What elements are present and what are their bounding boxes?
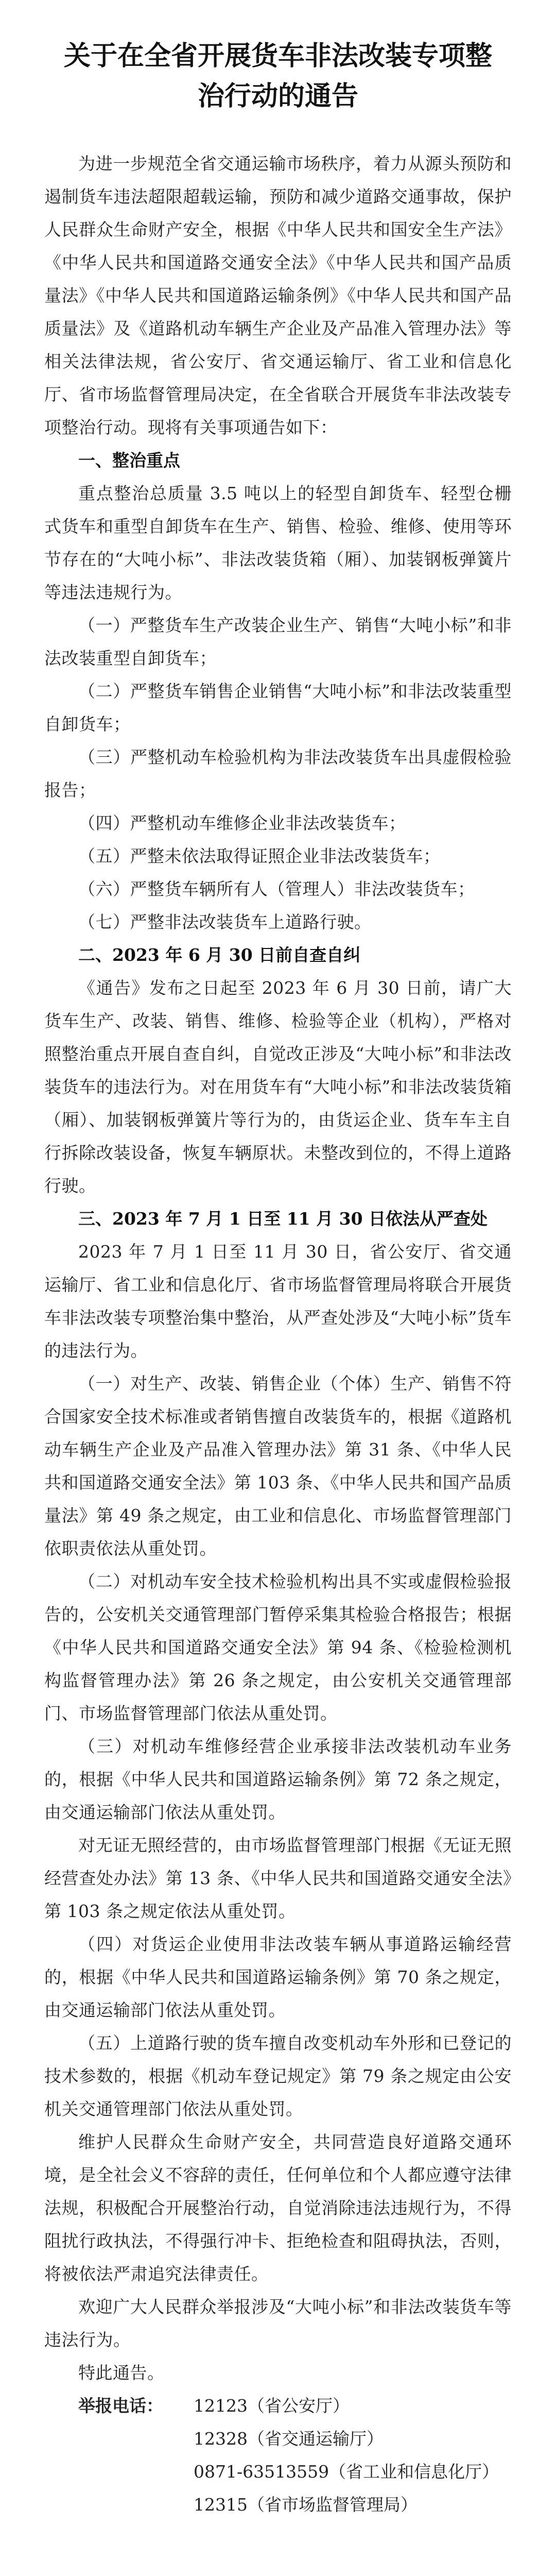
hotline-item: 12328（省交通运输厅） [194, 2429, 384, 2449]
hotline-item: 0871-63513559（省工业和信息化厅） [194, 2462, 499, 2482]
section-3-item-3b: 对无证无照经营的，由市场监督管理部门根据《无证无照经营查处办法》第 13 条、《中华人民共和国道路交通安全法》第 103 条之规定依法从重处罚。 [44, 1835, 512, 1921]
section-1-body: 重点整治总质量 3.5 吨以上的轻型自卸货车、轻型仓栅式货车和重型自卸货车在生产、销售、检验、维修、使用等环节存在的“大吨小标”、非法改装货箱（厢）、加装钢板弹簧片等违法违规行为。 [44, 483, 512, 602]
closing-paragraph-2: 欢迎广大人民群众举报涉及“大吨小标”和非法改装货车等违法行为。 [44, 2297, 512, 2350]
section-3-heading: 三、2023 年 7 月 1 日至 11 月 30 日依法从严查处 [78, 1209, 488, 1229]
hotline-row-2 [44, 2422, 512, 2455]
closing-paragraph-3: 特此通告。 [78, 2363, 165, 2383]
section-2-heading: 二、2023 年 6 月 30 日前自查自纠 [78, 945, 361, 965]
hotline-row-4 [44, 2488, 512, 2521]
section-1-item-2: （二）严整货车销售企业销售“大吨小标”和非法改装重型自卸货车； [44, 681, 512, 734]
section-3-item-1: （一）对生产、改装、销售企业（个体）生产、销售不符合国家安全技术标准或者销售擅自改装货车的，根据《道路机动车辆生产企业及产品准入管理办法》第 31 条、《中华人民共和国道路交通安全法》第 103 条、《中华人民共和国产品质量法》第 49 条之规定，由工业和信息化、市场监督管理部门依职责依法从重处罚。 [44, 1374, 512, 1558]
section-2-body: 《通告》发布之日起至 2023 年 6 月 30 日前，请广大货车生产、改装、销售、维修、检验等企业（机构），严格对照整治重点开展自查自纠，自觉改正涉及“大吨小标”和非法改装货车的违法行为。对在用货车有“大吨小标”和非法改装货箱（厢）、加装钢板弹簧片等行为的，由货运企业、货车车主自行拆除改装设备，恢复车辆原状。未整改到位的，不得上道路行驶。 [44, 978, 512, 1196]
section-3-item-4: （四）对货运企业使用非法改装车辆从事道路运输经营的，根据《中华人民共和国道路运输条例》第 70 条之规定，由交通运输部门依法从重处罚。 [44, 1934, 512, 2020]
hotline-row-3 [44, 2455, 512, 2488]
report-hotlines [44, 2389, 512, 2521]
section-3-body: 2023 年 7 月 1 日至 11 月 30 日，省公安厅、省交通运输厅、省工业和信息化厅、省市场监督管理局将联合开展货车非法改装专项整治集中整治，从严查处涉及“大吨小标”货车的违法行为。 [44, 1242, 512, 1361]
section-3-item-5: （五）上道路行驶的货车擅自改变机动车外形和已登记的技术参数的，根据《机动车登记规定》第 79 条之规定由公安机关交通管理部门依法从重处罚。 [44, 2033, 512, 2119]
section-1-item-7: （七）严整非法改装货车上道路行驶。 [78, 912, 372, 932]
hotline-label: 举报电话： [78, 2396, 163, 2416]
section-1-heading: 一、整治重点 [78, 450, 180, 470]
hotline-item: 12315（省市场监督管理局） [194, 2495, 418, 2515]
closing-paragraph-1: 维护人民群众生命财产安全，共同营造良好道路交通环境，是全社会义不容辞的责任，任何单位和个人都应遵守法律法规，积极配合开展整治行动，自觉消除违法违规行为，不得阻扰行政执法，不得强行冲卡、拒绝检查和阻碍执法，否则，将被依法严肃追究法律责任。 [44, 2132, 512, 2284]
section-3-item-2: （二）对机动车安全技术检验机构出具不实或虚假检验报告的，公安机关交通管理部门暂停采集其检验合格报告；根据《中华人民共和国道路交通安全法》第 94 条、《检验检测机构监督管理办法》第 26 条之规定，由公安机关交通管理部门、市场监督管理部门依法从重处罚。 [44, 1571, 512, 1723]
section-1-item-6: （六）严整货车辆所有人（管理人）非法改装货车； [78, 879, 475, 899]
section-1-item-3: （三）严整机动车检验机构为非法改装货车出具虚假检验报告； [44, 747, 512, 800]
hotline-item: 12123（省公安厅） [194, 2396, 350, 2416]
section-1-item-5: （五）严整未依法取得证照企业非法改装货车； [78, 846, 441, 866]
section-1-item-1: （一）严整货车生产改装企业生产、销售“大吨小标”和非法改装重型自卸货车； [44, 615, 512, 668]
intro-paragraph: 为进一步规范全省交通运输市场秩序，着力从源头预防和遏制货车违法超限超载运输，预防和减少道路交通事故，保护人民群众生命财产安全，根据《中华人民共和国安全生产法》《中华人民共和国道路交通安全法》《中华人民共和国产品质量法》《中华人民共和国道路运输条例》《中华人民共和国产品质量法》及《道路机动车辆生产企业及产品准入管理办法》等相关法律法规，省公安厅、省交通运输厅、省工业和信息化厅、省市场监督管理局决定，在全省联合开展货车非法改装专项整治行动。现将有关事项通告如下： [44, 154, 512, 437]
section-1-item-4: （四）严整机动车维修企业非法改装货车； [78, 813, 406, 833]
section-3-item-3: （三）对机动车维修经营企业承接非法改装机动车业务的，根据《中华人民共和国道路运输条例》第 72 条之规定，由交通运输部门依法从重处罚。 [44, 1736, 512, 1822]
hotline-row-1 [44, 2389, 512, 2422]
notice-title: 关于在全省开展货车非法改装专项整治行动的通告 [63, 40, 492, 112]
